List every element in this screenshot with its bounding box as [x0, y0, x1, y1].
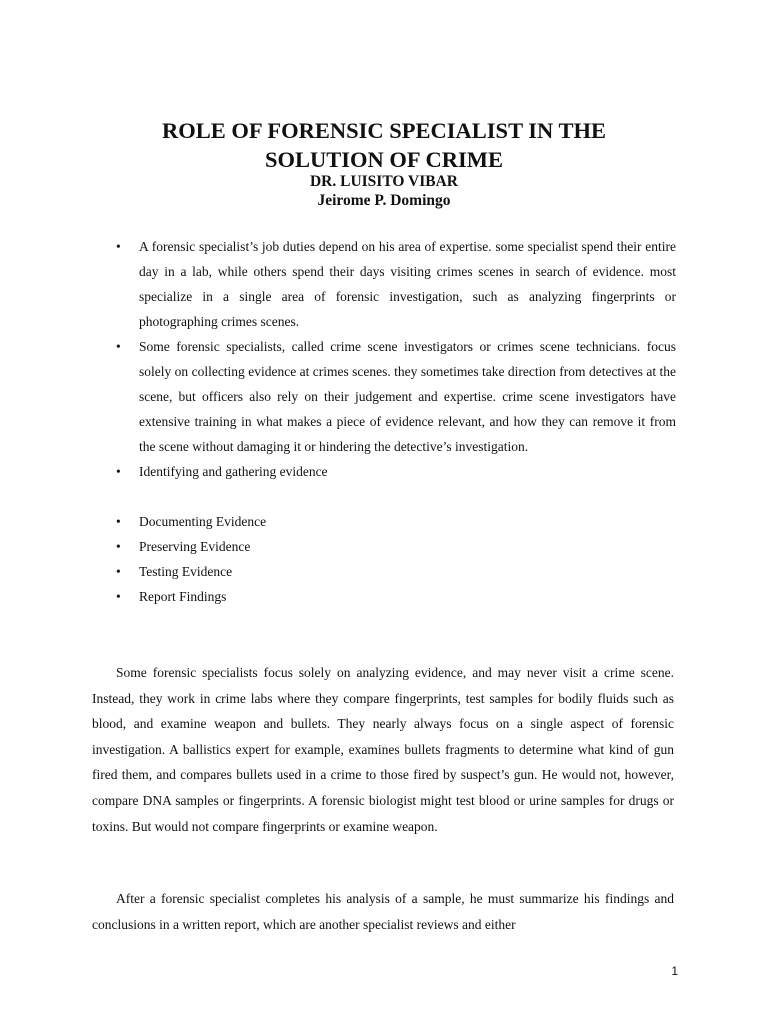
bullet-marker: • — [116, 589, 121, 604]
bullet-marker: • — [116, 239, 121, 254]
bullet-item — [116, 459, 676, 484]
bullet-marker: • — [116, 339, 121, 354]
title-line-2: SOLUTION OF CRIME — [265, 147, 503, 172]
author-name-2: Jeirome P. Domingo — [317, 192, 451, 209]
bullet-text: Some forensic specialists, called crime scene investigators or crimes scene technicians. focus solely on collecting evidence at crimes scenes. they sometimes take direction from detectives at the scene, but officers also rely on their judgement and expertise. crime scene investigators have extensive training in what makes a piece of evidence relevant, and how they can remove it from the scene without damaging it or hindering the detective’s investigation. — [139, 339, 676, 454]
bullet-marker: • — [116, 464, 121, 479]
bullet-item — [116, 559, 676, 584]
author-name-1: DR. LUISITO VIBAR — [309, 173, 458, 190]
body-paragraph-1: Some forensic specialists focus solely on analyzing evidence, and may never visit a crime scene. Instead, they work in crime labs where they compare fingerprints, test samples for bodily fluids such as blood, and examine weapon and bullets. They nearly always focus on a single aspect of forensic investigation. A ballistics expert for example, examines bullets fragments to determine what kind of gun fired them, and compares bullets used in a crime to those fired by suspect’s gun. He would not, however, compare DNA samples or fingerprints. A forensic biologist might test blood or urine samples for drugs or toxins. But would not compare fingerprints or examine weapon. — [92, 665, 674, 834]
bullet-item — [116, 334, 676, 459]
title-line-1: ROLE OF FORENSIC SPECIALIST IN THE — [161, 118, 607, 143]
bullet-item — [116, 534, 676, 559]
bullet-text: Testing Evidence — [139, 564, 233, 579]
bullet-item — [116, 584, 676, 609]
document-title — [0, 116, 768, 174]
body-paragraph-2: After a forensic specialist completes his analysis of a sample, he must summarize his findings and conclusions in a written report, which are another specialist reviews and either — [92, 891, 674, 932]
bullet-text: Identifying and gathering evidence — [139, 464, 328, 479]
bullet-marker: • — [116, 539, 121, 554]
bullet-item — [116, 509, 676, 534]
bullet-list — [116, 234, 676, 609]
bullet-text: Preserving Evidence — [139, 539, 251, 554]
bullet-item — [116, 234, 676, 334]
bullet-text: A forensic specialist’s job duties depend on his area of expertise. some specialist spend their entire day in a lab, while others spend their days visiting crimes scenes in search of evidence. most specialize in a single area of forensic investigation, such as analyzing fingerprints or photographing crimes scenes. — [139, 239, 676, 329]
bullet-text: Report Findings — [139, 589, 227, 604]
bullet-marker: • — [116, 514, 121, 529]
bullet-text: Documenting Evidence — [139, 514, 267, 529]
bullet-marker: • — [116, 564, 121, 579]
page-number: 1 — [671, 964, 678, 978]
